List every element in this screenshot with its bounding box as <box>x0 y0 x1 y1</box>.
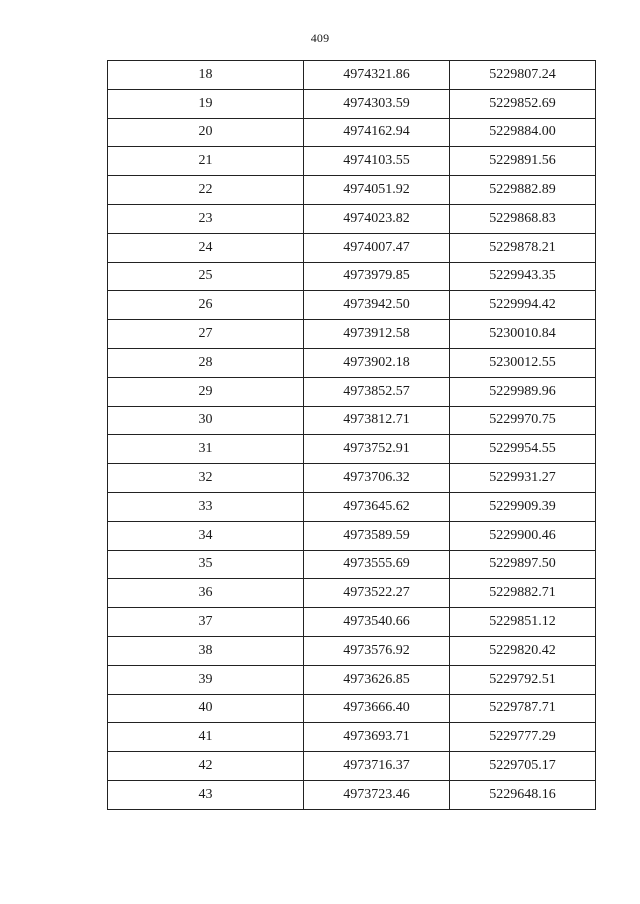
table-row <box>108 752 596 781</box>
x-coordinate-cell: 4973752.91 <box>304 435 450 464</box>
point-number-cell: 20 <box>108 118 304 147</box>
table-row <box>108 665 596 694</box>
table-row <box>108 406 596 435</box>
point-number-cell: 31 <box>108 435 304 464</box>
table-row <box>108 262 596 291</box>
table-row <box>108 694 596 723</box>
y-coordinate-cell: 5229787.71 <box>450 694 596 723</box>
table-row <box>108 89 596 118</box>
point-number-cell: 26 <box>108 291 304 320</box>
table-row <box>108 723 596 752</box>
y-coordinate-cell: 5229884.00 <box>450 118 596 147</box>
y-coordinate-cell: 5229807.24 <box>450 61 596 90</box>
point-number-cell: 41 <box>108 723 304 752</box>
point-number-cell: 24 <box>108 233 304 262</box>
y-coordinate-cell: 5229954.55 <box>450 435 596 464</box>
y-coordinate-cell: 5229882.71 <box>450 579 596 608</box>
x-coordinate-cell: 4973645.62 <box>304 492 450 521</box>
point-number-cell: 42 <box>108 752 304 781</box>
x-coordinate-cell: 4973723.46 <box>304 780 450 809</box>
y-coordinate-cell: 5230012.55 <box>450 348 596 377</box>
y-coordinate-cell: 5229891.56 <box>450 147 596 176</box>
x-coordinate-cell: 4973522.27 <box>304 579 450 608</box>
table-row <box>108 780 596 809</box>
point-number-cell: 25 <box>108 262 304 291</box>
y-coordinate-cell: 5229909.39 <box>450 492 596 521</box>
x-coordinate-cell: 4973589.59 <box>304 521 450 550</box>
y-coordinate-cell: 5229705.17 <box>450 752 596 781</box>
y-coordinate-cell: 5229897.50 <box>450 550 596 579</box>
point-number-cell: 22 <box>108 176 304 205</box>
x-coordinate-cell: 4974051.92 <box>304 176 450 205</box>
table-row <box>108 233 596 262</box>
x-coordinate-cell: 4973942.50 <box>304 291 450 320</box>
coordinates-table-body <box>108 61 596 810</box>
table-row <box>108 464 596 493</box>
x-coordinate-cell: 4973540.66 <box>304 608 450 637</box>
x-coordinate-cell: 4974321.86 <box>304 61 450 90</box>
table-row <box>108 435 596 464</box>
table-row <box>108 579 596 608</box>
y-coordinate-cell: 5229868.83 <box>450 204 596 233</box>
y-coordinate-cell: 5229777.29 <box>450 723 596 752</box>
y-coordinate-cell: 5229931.27 <box>450 464 596 493</box>
coordinates-table <box>107 60 596 810</box>
x-coordinate-cell: 4973852.57 <box>304 377 450 406</box>
y-coordinate-cell: 5229943.35 <box>450 262 596 291</box>
x-coordinate-cell: 4973706.32 <box>304 464 450 493</box>
point-number-cell: 40 <box>108 694 304 723</box>
y-coordinate-cell: 5229989.96 <box>450 377 596 406</box>
x-coordinate-cell: 4973555.69 <box>304 550 450 579</box>
table-row <box>108 320 596 349</box>
table-row <box>108 291 596 320</box>
point-number-cell: 43 <box>108 780 304 809</box>
point-number-cell: 28 <box>108 348 304 377</box>
table-row <box>108 147 596 176</box>
x-coordinate-cell: 4974007.47 <box>304 233 450 262</box>
table-row <box>108 492 596 521</box>
point-number-cell: 38 <box>108 636 304 665</box>
x-coordinate-cell: 4973693.71 <box>304 723 450 752</box>
point-number-cell: 27 <box>108 320 304 349</box>
table-row <box>108 176 596 205</box>
point-number-cell: 30 <box>108 406 304 435</box>
page-number: 409 <box>310 31 330 45</box>
table-row <box>108 608 596 637</box>
point-number-cell: 34 <box>108 521 304 550</box>
table-row <box>108 118 596 147</box>
y-coordinate-cell: 5229970.75 <box>450 406 596 435</box>
y-coordinate-cell: 5229878.21 <box>450 233 596 262</box>
point-number-cell: 36 <box>108 579 304 608</box>
table-row <box>108 636 596 665</box>
point-number-cell: 33 <box>108 492 304 521</box>
y-coordinate-cell: 5230010.84 <box>450 320 596 349</box>
point-number-cell: 19 <box>108 89 304 118</box>
y-coordinate-cell: 5229852.69 <box>450 89 596 118</box>
y-coordinate-cell: 5229882.89 <box>450 176 596 205</box>
point-number-cell: 23 <box>108 204 304 233</box>
point-number-cell: 39 <box>108 665 304 694</box>
table-row <box>108 521 596 550</box>
x-coordinate-cell: 4974162.94 <box>304 118 450 147</box>
x-coordinate-cell: 4974103.55 <box>304 147 450 176</box>
y-coordinate-cell: 5229851.12 <box>450 608 596 637</box>
table-row <box>108 348 596 377</box>
x-coordinate-cell: 4973902.18 <box>304 348 450 377</box>
table-row <box>108 61 596 90</box>
point-number-cell: 32 <box>108 464 304 493</box>
x-coordinate-cell: 4974303.59 <box>304 89 450 118</box>
table-row <box>108 550 596 579</box>
x-coordinate-cell: 4973979.85 <box>304 262 450 291</box>
x-coordinate-cell: 4973812.71 <box>304 406 450 435</box>
x-coordinate-cell: 4973666.40 <box>304 694 450 723</box>
x-coordinate-cell: 4974023.82 <box>304 204 450 233</box>
y-coordinate-cell: 5229994.42 <box>450 291 596 320</box>
y-coordinate-cell: 5229900.46 <box>450 521 596 550</box>
point-number-cell: 21 <box>108 147 304 176</box>
table-row <box>108 204 596 233</box>
x-coordinate-cell: 4973716.37 <box>304 752 450 781</box>
point-number-cell: 37 <box>108 608 304 637</box>
y-coordinate-cell: 5229648.16 <box>450 780 596 809</box>
x-coordinate-cell: 4973576.92 <box>304 636 450 665</box>
point-number-cell: 18 <box>108 61 304 90</box>
y-coordinate-cell: 5229820.42 <box>450 636 596 665</box>
x-coordinate-cell: 4973912.58 <box>304 320 450 349</box>
point-number-cell: 29 <box>108 377 304 406</box>
table-row <box>108 377 596 406</box>
x-coordinate-cell: 4973626.85 <box>304 665 450 694</box>
y-coordinate-cell: 5229792.51 <box>450 665 596 694</box>
point-number-cell: 35 <box>108 550 304 579</box>
